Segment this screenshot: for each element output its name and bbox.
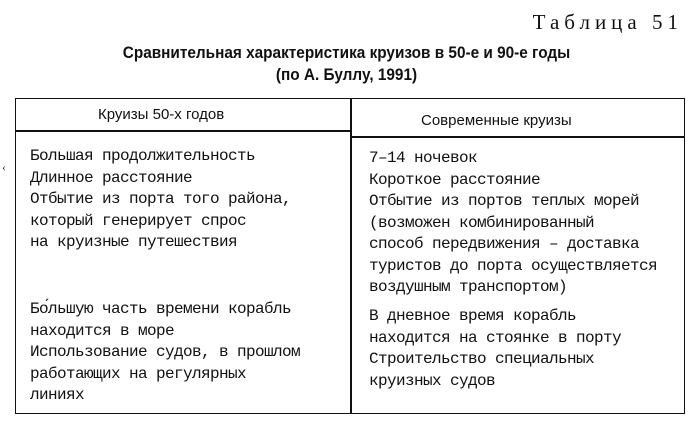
cell-line: на круизные путешествия [30, 233, 238, 251]
table-title-line-2: (по А. Буллу, 1991) [275, 66, 418, 84]
cell-line: туристов до порта осуществляется [369, 256, 658, 275]
header-rule-left [15, 130, 351, 132]
cell-line: Отбытие из порта того района, [30, 190, 292, 208]
cell-line: Отбытие из портов теплых морей [369, 192, 640, 210]
cell-line: Бо́льшую часть времени корабль [30, 300, 292, 318]
cell-line: Использование судов, в прошлом [30, 343, 301, 361]
table-title [24, 42, 668, 86]
cell-line: работающих на регулярных [30, 364, 247, 383]
cell-line: (возможен комбинированный [369, 213, 595, 232]
cell-line: Короткое расстояние [369, 170, 541, 189]
cell-line: Большая продолжительность [30, 147, 256, 165]
cell-line: который генерирует спрос [30, 211, 247, 230]
table-number: Таблица 51 [532, 10, 683, 34]
column-header-50s: Круизы 50-х годов [98, 106, 225, 123]
cell-line: Строительство специальных [369, 350, 595, 368]
cell-line: воздушным транспортом) [369, 278, 568, 296]
margin-mark: ‹ [2, 160, 6, 174]
cell-line: находится на стоянке в порту [369, 328, 622, 347]
column-divider [350, 98, 352, 414]
cell-line: линиях [30, 386, 85, 404]
cell-line: круизных судов [369, 371, 496, 390]
cell-line: 7–14 ночевок [369, 149, 478, 167]
cell-modern-block-1 [369, 148, 657, 299]
cell-50s-block-1 [30, 146, 291, 254]
header-rule-right [350, 136, 685, 138]
cell-line: В дневное время корабль [369, 307, 577, 325]
table-title-line-1: Сравнительная характеристика круизов в 50-е и 90-е годы [122, 44, 571, 62]
column-header-modern: Современные круизы [421, 112, 572, 129]
cell-line: находится в море [30, 321, 175, 340]
cell-50s-block-2 [30, 299, 300, 407]
cell-line: Длинное расстояние [30, 168, 193, 187]
cell-line: способ передвижения – доставка [369, 235, 640, 253]
cell-modern-block-2 [369, 306, 621, 392]
